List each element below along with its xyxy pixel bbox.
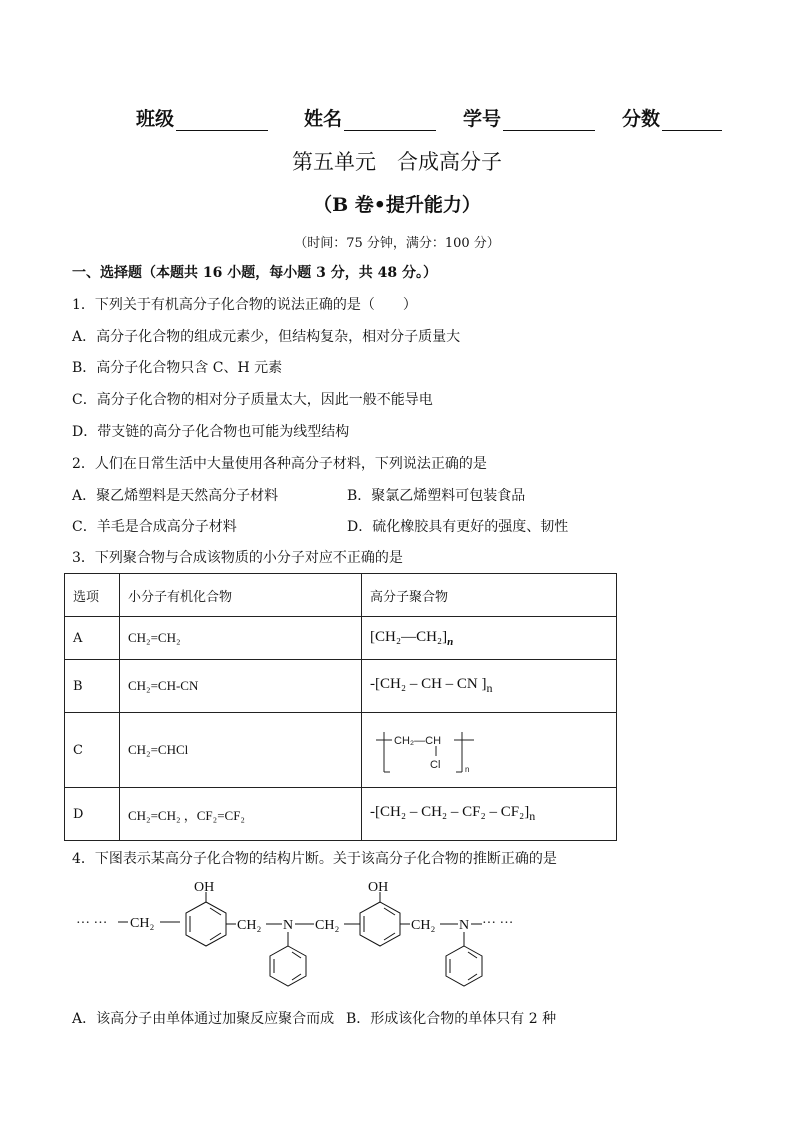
row-small-molecule: CH₂=CH₂ xyxy=(120,617,362,660)
polymer-text: CH₂ – CH₂ – CF₂ – CF₂ xyxy=(380,804,525,820)
table-row xyxy=(65,788,617,841)
polymer-main-text: CH₂—CH xyxy=(394,735,442,747)
header-cell-option: 选项 xyxy=(65,574,120,617)
q1-option-b: B．高分子化合物只含 C、H 元素 xyxy=(72,360,283,376)
row-small-molecule: CH₂=CHCl xyxy=(120,713,362,788)
q2-option-b: B．聚氯乙烯塑料可包装食品 xyxy=(347,488,526,504)
row-small-molecule: CH₂=CH₂ ，CF₂=CF₂ xyxy=(120,788,362,841)
q1-option-a: A．高分子化合物的组成元素少，但结构复杂，相对分子质量大 xyxy=(72,329,461,345)
q4-option-a: A．该高分子由单体通过加聚反应聚合而成 xyxy=(72,1011,335,1027)
student-id-blank[interactable] xyxy=(503,112,595,131)
polymer-sub-text: Cl xyxy=(430,759,441,771)
table-row xyxy=(65,617,617,660)
q4-option-b: B．形成该化合物的单体只有 2 种 xyxy=(346,1011,557,1027)
row-polymer xyxy=(362,713,617,788)
row-option: C xyxy=(65,713,120,788)
q2-option-d: D．硫化橡胶具有更好的强度、韧性 xyxy=(347,519,569,535)
page-subtitle: （B 卷•提升能力） xyxy=(313,194,481,216)
n-label: N xyxy=(283,918,294,933)
time-note: （时间：75 分钟，满分：100 分） xyxy=(294,236,500,251)
polymer-text: CH₂—CH₂ xyxy=(375,628,443,645)
ch2-label: CH₂ xyxy=(411,918,436,933)
polymer-n: n xyxy=(447,635,454,648)
row-option: A xyxy=(65,617,120,660)
polymer-n: n xyxy=(465,765,470,774)
polymer-n: n xyxy=(486,681,493,695)
oh-label: OH xyxy=(368,880,389,895)
q1-option-c: C．高分子化合物的相对分子质量太大，因此一般不能导电 xyxy=(72,392,433,408)
row-small-molecule: CH₂=CH-CN xyxy=(120,660,362,713)
bracket-close: ] xyxy=(477,676,487,692)
ch2-label: CH₂ xyxy=(237,918,262,933)
name-blank[interactable] xyxy=(344,112,436,131)
class-field xyxy=(136,104,268,131)
score-field xyxy=(622,104,722,131)
table-row xyxy=(65,660,617,713)
q2-option-a: A．聚乙烯塑料是天然高分子材料 xyxy=(72,488,279,504)
section-title: 一、选择题（本题共 16 小题，每小题 3 分，共 48 分。） xyxy=(72,265,437,281)
row-polymer xyxy=(362,660,617,713)
header-cell-polymer: 高分子聚合物 xyxy=(362,574,617,617)
table-header-row xyxy=(65,574,617,617)
polymer-formula xyxy=(370,676,493,695)
row-option: B xyxy=(65,660,120,713)
row-polymer xyxy=(362,617,617,660)
phenyl-ring-2 xyxy=(446,946,482,986)
q4-stem: 4．下图表示某高分子化合物的结构片断。关于该高分子化合物的推断正确的是 xyxy=(72,851,557,867)
table-row xyxy=(65,713,617,788)
class-blank[interactable] xyxy=(176,112,268,131)
polymer-text: CH₂ – CH – CN xyxy=(380,676,478,692)
bracket-close: ] xyxy=(524,804,530,820)
oh-label: OH xyxy=(194,880,215,895)
ch2-label: CH₂ xyxy=(315,918,340,933)
polymer-formula xyxy=(370,804,536,823)
student-id-field xyxy=(463,104,595,131)
q3-table xyxy=(64,573,617,841)
header-cell-small-molecule: 小分子有机化合物 xyxy=(120,574,362,617)
name-field xyxy=(304,104,436,131)
polymer-n: n xyxy=(529,809,536,823)
bracket-open: -[ xyxy=(370,676,380,692)
dots-right: ··· ··· xyxy=(482,916,514,931)
score-label: 分数 xyxy=(622,108,661,130)
pvc-structure xyxy=(370,722,490,778)
q2-stem: 2．人们在日常生活中大量使用各种高分子材料，下列说法正确的是 xyxy=(72,456,487,472)
page-title: 第五单元 合成高分子 xyxy=(292,150,502,174)
score-blank[interactable] xyxy=(662,112,722,131)
bracket-open: [ xyxy=(370,628,375,645)
student-id-label: 学号 xyxy=(463,108,502,130)
phenyl-ring-1 xyxy=(270,946,306,986)
name-label: 姓名 xyxy=(304,108,343,130)
bracket-close: ] xyxy=(442,628,448,645)
q4-structure-diagram xyxy=(70,880,540,995)
q2-option-c: C．羊毛是合成高分子材料 xyxy=(72,519,237,535)
dots-left: ··· ··· xyxy=(76,916,108,931)
ch2-label: CH₂ xyxy=(130,916,155,931)
bracket-open: -[ xyxy=(370,804,380,820)
q3-stem: 3．下列聚合物与合成该物质的小分子对应不正确的是 xyxy=(72,550,403,566)
row-polymer xyxy=(362,788,617,841)
row-option: D xyxy=(65,788,120,841)
class-label: 班级 xyxy=(136,108,175,130)
phenol-ring-1 xyxy=(186,892,226,946)
q1-stem: 1．下列关于有机高分子化合物的说法正确的是（ ） xyxy=(72,297,417,313)
q1-option-d: D．带支链的高分子化合物也可能为线型结构 xyxy=(72,424,350,440)
phenol-ring-2 xyxy=(360,892,400,946)
n-label: N xyxy=(459,918,470,933)
polymer-formula xyxy=(370,628,454,648)
